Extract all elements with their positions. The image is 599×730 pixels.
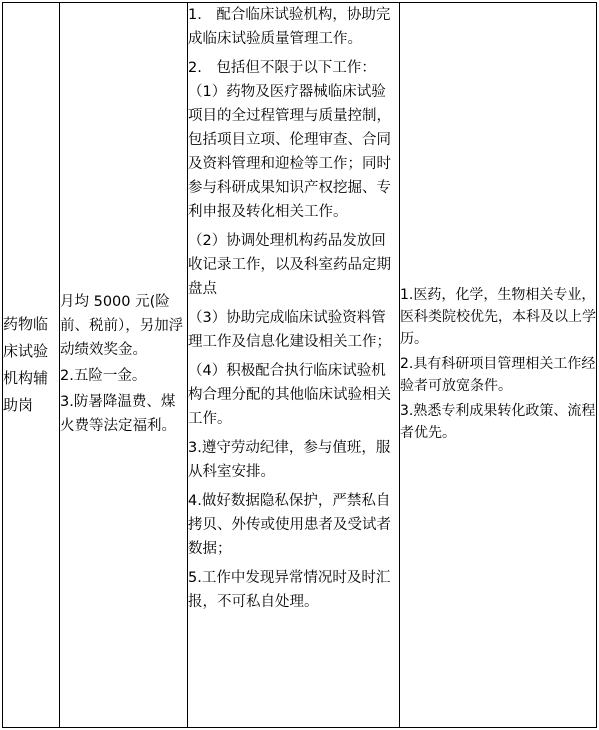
requirement-item: 2.具有科研项目管理相关工作经验者可放宽条件。 — [400, 355, 596, 394]
duty-item: （3）协助完成临床试验资料管理工作及信息化建设相关工作； — [188, 310, 391, 350]
table-row — [3, 3, 597, 728]
benefit-item: 3.防暑降温费、煤火费等法定福利。 — [60, 394, 176, 434]
duty-item: （4）积极配合执行临床试验机构合理分配的其他临床试验相关工作。 — [188, 363, 391, 427]
position-title-cell — [3, 3, 60, 728]
position-title: 药物临床试验机构辅助岗 — [3, 315, 49, 414]
duty-item: 3.遵守劳动纪律，参与值班，服从科室安排。 — [188, 440, 391, 480]
requirement-item: 1.医药，化学，生物相关专业，医科类院校优先，本科及以上学历。 — [400, 286, 596, 347]
duty-item: 5.工作中发现异常情况时及时汇报，不可私自处理。 — [188, 570, 391, 610]
benefit-item: 2.五险一金。 — [60, 368, 147, 384]
duty-item: 2. 包括但不限于以下工作：（1）药物及医疗器械临床试验项目的全过程管理与质量控制，包括项目立项、伦理审查、合同及资料管理和迎检等工作；同时参与科研成果知识产权挖掘、专利申报及转化相关工作。 — [188, 60, 391, 220]
requirement-item: 3.熟悉专利成果转化政策、流程者优先。 — [400, 402, 596, 441]
duty-item: 4.做好数据隐私保护，严禁私自拷贝、外传或使用患者及受试者数据； — [188, 493, 391, 557]
benefits-cell — [60, 3, 188, 728]
duty-item: （2）协调处理机构药品发放回收记录工作，以及科室药品定期盘点 — [188, 233, 391, 297]
requirements-cell — [400, 3, 597, 728]
duty-item: 1. 配合临床试验机构，协助完成临床试验质量管理工作。 — [188, 7, 391, 47]
duties-cell — [188, 3, 400, 728]
benefit-item: 月均 5000 元(险前、税前），另加浮动绩效奖金。 — [60, 294, 184, 358]
job-posting-table — [2, 2, 597, 728]
